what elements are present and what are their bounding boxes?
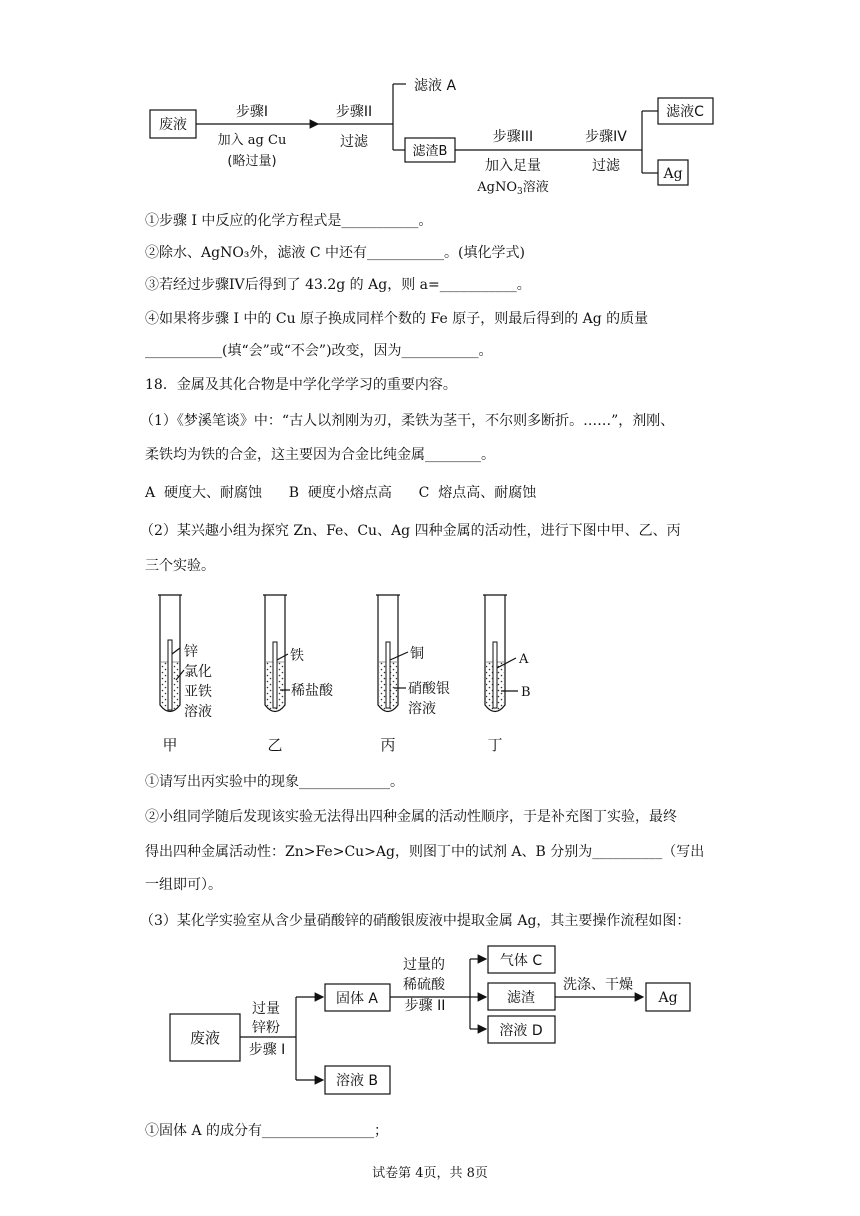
flow-diagram-2 — [0, 935, 860, 1110]
step2-label: 步骤II — [335, 104, 373, 120]
ag-label-1: Ag — [663, 166, 683, 182]
waste-label: 废液 — [159, 117, 187, 133]
gas-c-label: 气体 C — [499, 953, 543, 969]
bing-caption: 丙 — [380, 736, 396, 754]
q18-p1-line1: （1）《梦溪笔谈》中：“古人以剂刚为刃，柔铁为茎干，不尔则多断折。……”，剂刚、 — [140, 413, 675, 429]
step3-label: 步骤III — [492, 129, 534, 145]
tube-bing — [376, 595, 450, 754]
zinc-label: 锌粉 — [252, 1020, 280, 1036]
q18-p2-line1: （2）某兴趣小组为探究 Zn、Fe、Cu、Ag 四种金属的活动性，进行下图中甲、乙、丙 — [140, 523, 681, 539]
flow-diagram-1 — [0, 60, 860, 200]
step1-label-2: 步骤 I — [248, 1042, 286, 1058]
q18-title: 18．金属及其化合物是中学化学学习的重要内容。 — [145, 377, 457, 393]
solution-b-label: 溶液 B — [335, 1073, 379, 1089]
q17-item-4b: ___________(填“会”或“不会”)改变，因为___________。 — [145, 343, 493, 359]
q17-item-3: ③若经过步骤IV后得到了 43.2g 的 Ag，则 a=___________。 — [145, 277, 531, 293]
test-tubes-figure — [140, 590, 560, 760]
yi-caption: 乙 — [267, 736, 283, 754]
bing-label-solution: 溶液 — [408, 701, 436, 717]
excess2-label: 过量的 — [403, 957, 445, 973]
q18-question-a: ①请写出丙实验中的现象_____________。 — [145, 774, 404, 790]
q18-p2-line2: 三个实验。 — [145, 558, 215, 574]
ding-label-a: A — [519, 652, 529, 667]
solution-d-label: 溶液 D — [499, 1023, 543, 1039]
agno3-label: AgNO$_3$溶液 — [477, 180, 549, 197]
q18-p3: （3）某化学实验室从含少量硝酸锌的硝酸银废液中提取金属 Ag，其主要操作流程如图： — [140, 913, 691, 929]
q18-question-c: ①固体 A 的成分有________________； — [145, 1123, 389, 1139]
filtrate-a-label: 滤液 A — [414, 78, 457, 94]
wash-dry-label: 洗涤、干燥 — [563, 977, 633, 993]
ding-label-b: B — [521, 685, 531, 700]
tube-jia — [158, 595, 212, 754]
filter-label: 过滤 — [340, 134, 368, 150]
page-footer: 试卷第 4页，共 8页 — [372, 1166, 488, 1181]
q17-item-1: ①步骤 I 中反应的化学方程式是___________。 — [145, 213, 433, 229]
jia-label-zinc: 锌 — [184, 644, 198, 660]
tube-yi — [263, 595, 334, 754]
jia-label-3: 亚铁 — [184, 684, 212, 700]
waste-label-2: 废液 — [189, 1029, 221, 1047]
residue-label: 滤渣 — [507, 990, 535, 1006]
solid-a-label: 固体 A — [335, 991, 379, 1007]
filter2-label: 过滤 — [592, 158, 620, 174]
q18-p1-line2: 柔铁均为铁的合金，这主要因为合金比纯金属________。 — [145, 447, 495, 463]
jia-label-4: 溶液 — [184, 704, 212, 720]
jia-caption: 甲 — [162, 736, 178, 754]
tube-ding — [483, 595, 531, 754]
yi-label-iron: 铁 — [290, 648, 304, 664]
jia-label-2: 氯化 — [184, 664, 212, 680]
q18-question-b-line2: 得出四种金属活动性：Zn>Fe>Cu>Ag，则图丁中的试剂 A、B 分别为__________（写出 — [145, 844, 705, 860]
q18-question-b-line1: ②小组同学随后发现该实验无法得出四种金属的活动性顺序，于是补充图丁实验，最终 — [145, 809, 677, 825]
ding-caption: 丁 — [487, 736, 503, 754]
yi-label-hcl: 稀盐酸 — [291, 683, 333, 699]
filtrate-c-label: 滤液C — [666, 104, 704, 120]
bing-label-copper: 铜 — [410, 646, 424, 662]
ag-label-2: Ag — [658, 990, 678, 1006]
bing-label-agno3: 硝酸银 — [408, 681, 450, 697]
slight-excess-label: (略过量) — [227, 154, 277, 169]
q17-item-2: ②除水、AgNO₃外，滤液 C 中还有___________。(填化学式) — [145, 245, 525, 261]
dilute-h2so4-label: 稀硫酸 — [403, 977, 445, 993]
step1-label: 步骤I — [235, 104, 269, 120]
excess-label: 过量 — [252, 1001, 280, 1017]
step4-label: 步骤IV — [585, 129, 627, 145]
add-cu-label: 加入 ag Cu — [217, 133, 287, 148]
q18-options: A 硬度大、耐腐蚀 B 硬度小熔点高 C 熔点高、耐腐蚀 — [145, 485, 537, 501]
add-enough-label: 加入足量 — [485, 158, 541, 174]
q17-item-4a: ④如果将步骤 I 中的 Cu 原子换成同样个数的 Fe 原子，则最后得到的 Ag 的质量 — [145, 311, 649, 327]
step2-label-2: 步骤 II — [404, 998, 446, 1014]
residue-b-label: 滤渣B — [412, 144, 448, 159]
q18-question-b-line3: 一组即可）。 — [145, 877, 222, 893]
